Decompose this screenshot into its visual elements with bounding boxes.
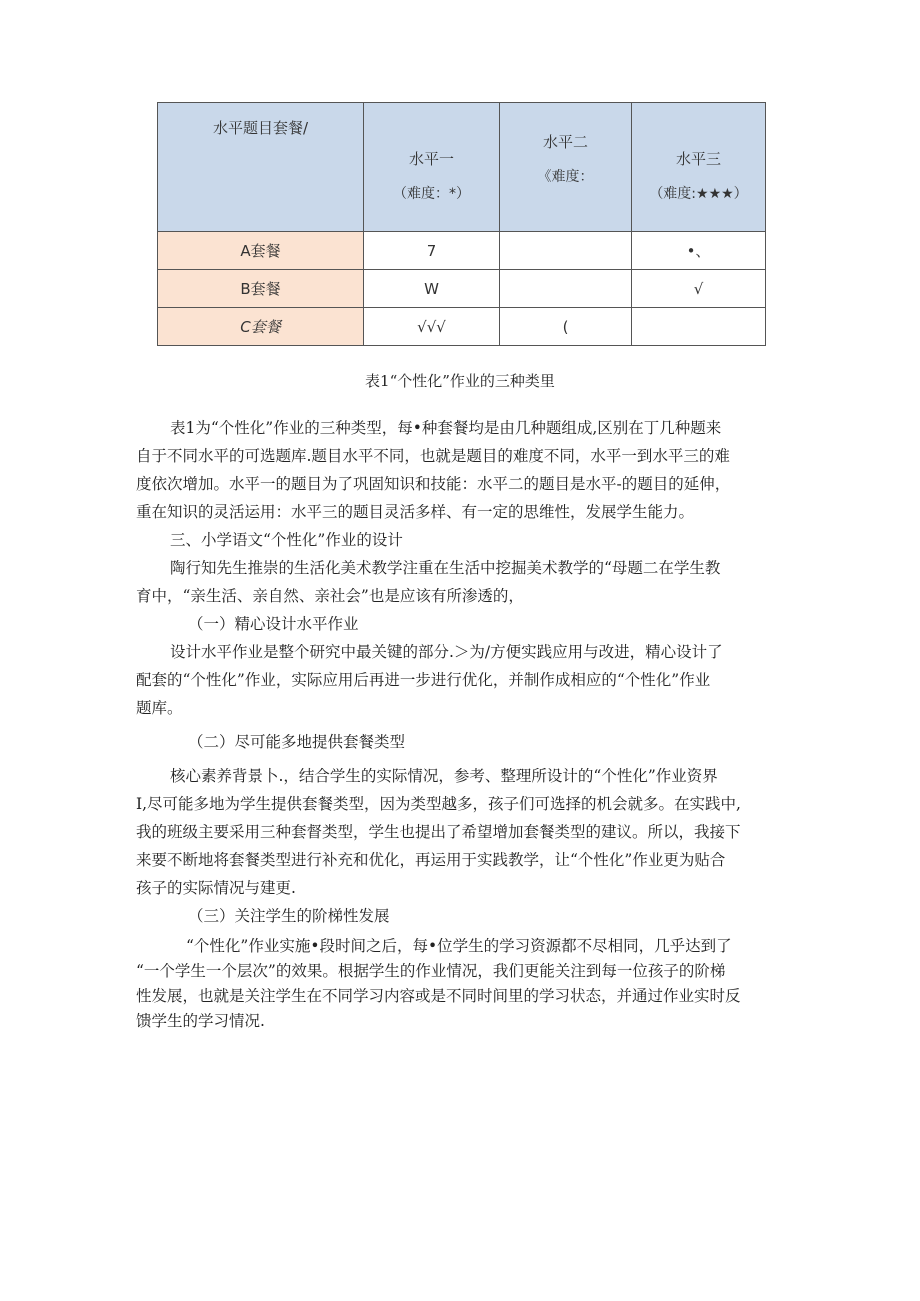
column-header-level-2: [500, 103, 632, 232]
text-line: 度依次增加。水平一的题目为了巩固知识和技能：水平二的题目是水平-的题目的延伸，: [136, 475, 731, 493]
text-line: “一个学生一个层次”的效果。根据学生的作业情况，我们更能关注到每一位孩子的阶梯: [136, 962, 726, 980]
subheading-1: [170, 610, 770, 638]
table-row: [158, 232, 766, 270]
table-cell: [500, 270, 632, 308]
paragraph-ladder-development: [136, 934, 770, 1034]
subheading-2: [170, 728, 770, 756]
table-cell: √: [632, 270, 766, 308]
paragraph-table-explanation: [136, 414, 770, 526]
text-line: （一）精心设计水平作业: [188, 615, 359, 633]
column-title: 水平二: [542, 133, 588, 151]
paragraph-design: [136, 638, 770, 722]
text-line: 育中，“亲生活、亲自然、亲社会”也是应该有所渗透的，: [136, 587, 524, 605]
column-difficulty: （难度：*）: [393, 185, 470, 202]
text-line: 配套的“个性化”作业，实际应用后再进一步进行优化，并制作成相应的“个性化”作业: [136, 671, 711, 689]
body-text: [136, 414, 770, 1034]
column-title: 水平三: [675, 149, 721, 168]
table-row: [158, 270, 766, 308]
table-cell: (: [500, 308, 632, 346]
text-line: 陶行知先生推崇的生活化美术教学注重在生活中挖掘美术教学的“母题二在学生教: [170, 559, 721, 577]
table-corner-cell: 水平题目套餐/: [158, 103, 364, 232]
text-line: 来要不断地将套餐类型进行补充和优化，再运用于实践教学，让“个性化”作业更为贴合: [136, 851, 726, 869]
text-line: 馈学生的学习情况.: [136, 1012, 265, 1030]
column-difficulty: （难度:★★★）: [649, 185, 748, 202]
paragraph-core-literacy: [136, 762, 770, 902]
text-line: 我的班级主要采用三种套督类型，学生也提出了希望增加套餐类型的建议。所以，我接下: [136, 823, 741, 841]
column-header-level-1: [364, 103, 500, 232]
text-line: 核心素养背景卜.，结合学生的实际情况，参考、整理所设计的“个性化”作业资界: [170, 767, 718, 785]
column-header-level-3: [632, 103, 766, 232]
text-line: “个性化”作业实施•段时间之后，每•位学生的学习资源都不尽相同，几乎达到了: [186, 937, 732, 955]
text-line: 三、小学语文“个性化”作业的设计: [170, 531, 403, 549]
subheading-3: [170, 902, 770, 930]
text-line: 表1为“个性化”作业的三种类型，每•种套餐均是由几种题组成,区别在丁几种题来: [170, 419, 722, 437]
text-line: 孩子的实际情况与建更.: [136, 879, 296, 897]
row-label-c: C套餐: [158, 308, 364, 346]
row-label-a: A套餐: [158, 232, 364, 270]
text-line: 自于不同水平的可选题库.题目水平不同，也就是题目的难度不同，水平一到水平三的难: [136, 447, 730, 465]
text-line: （二）尽可能多地提供套餐类型: [188, 733, 406, 751]
text-line: （三）关注学生的阶梯性发展: [188, 907, 390, 925]
column-title: 水平一: [408, 149, 454, 168]
text-line: I,尽可能多地为学生提供套餐类型，因为类型越多，孩子们可选择的机会就多。在实践中,: [136, 795, 741, 813]
table-cell: •、: [632, 232, 766, 270]
table-cell: W: [364, 270, 500, 308]
row-label-b: B套餐: [158, 270, 364, 308]
levels-table: [157, 102, 766, 346]
column-difficulty: 《难度：: [537, 169, 594, 185]
section-heading-3: [170, 526, 770, 554]
text-line: 设计水平作业是整个研究中最关键的部分.＞为/方便实践应用与改进，精心设计了: [170, 643, 723, 661]
table-cell: 7: [364, 232, 500, 270]
table-row: [158, 308, 766, 346]
text-line: 题库。: [136, 699, 183, 717]
table-cell: [500, 232, 632, 270]
text-line: 重在知识的灵活运用：水平三的题目灵活多样、有一定的思维性，发展学生能力。: [136, 503, 695, 521]
paragraph-tao-xingzhi: [136, 554, 770, 610]
table-cell: [632, 308, 766, 346]
table-cell: √√√: [364, 308, 500, 346]
table-header-row: [158, 103, 766, 232]
table-caption: 表1“个性化”作业的三种类里: [365, 372, 555, 390]
text-line: 性发展，也就是关注学生在不同学习内容或是不同时间里的学习状态，并通过作业实时反: [136, 987, 741, 1005]
